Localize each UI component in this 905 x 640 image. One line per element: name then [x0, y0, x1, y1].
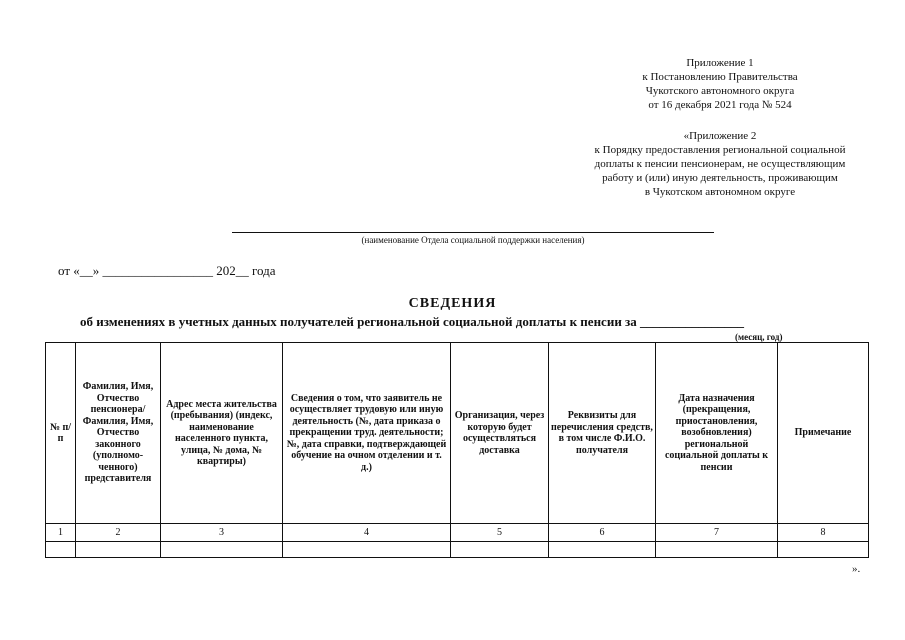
appendix-1-line-4: от 16 декабря 2021 года № 524 [648, 99, 792, 111]
table-header-row [46, 343, 869, 524]
appendix-1-line-2: к Постановлению Правительства [642, 71, 798, 83]
empty-cell [656, 542, 778, 558]
column-number: 2 [76, 524, 161, 542]
month-year-caption: (месяц, год) [735, 332, 783, 342]
header-cell-assignment-date: Дата назначения (прекращения, приостановления, возобновления) региональной социальной доплаты к пенсии [656, 343, 778, 524]
empty-cell [283, 542, 451, 558]
header-cell-employment-info: Сведения о том, что заявитель не осуществляет трудовую или иную деятельность (№, дата приказа о прекращении труд. деятельности; №, дата справки, подтверждающей обучение на очном отделении и т. д.) [283, 343, 451, 524]
appendix-2-line-3: доплаты к пенсии пенсионерам, не осуществляющим [594, 158, 846, 170]
column-number: 8 [778, 524, 869, 542]
appendix-2-line-1: «Приложение 2 [683, 130, 757, 142]
appendix-2-line-5: в Чукотском автономном округе [644, 186, 796, 198]
header-cell-note: Примечание [778, 343, 869, 524]
closing-quote: ». [852, 563, 861, 575]
header-cell-bank-details: Реквизиты для перечисления средств, в том числе Ф.И.О. получателя [549, 343, 656, 524]
empty-cell [451, 542, 549, 558]
column-number-row [46, 524, 869, 542]
column-number: 5 [451, 524, 549, 542]
column-number: 1 [46, 524, 76, 542]
appendix-2-block [560, 129, 880, 199]
header-cell-address: Адрес места жительства (пребывания) (индекс, наименование населенного пункта, улица, № дома, № квартиры) [161, 343, 283, 524]
appendix-1-line-3: Чукотского автономного округа [645, 85, 795, 97]
appendix-1-block [600, 56, 840, 112]
header-cell-delivery-organization: Организация, через которую будет осуществляться доставка [451, 343, 549, 524]
table-row-empty [46, 542, 869, 558]
empty-cell [778, 542, 869, 558]
header-cell-full-name: Фамилия, Имя, Отчество пенсионера/ Фамилия, Имя, Отчество законного (уполномо-ченного) представителя [76, 343, 161, 524]
document-subtitle: об изменениях в учетных данных получателей региональной социальной доплаты к пенсии за ________________ [80, 314, 745, 329]
empty-cell [549, 542, 656, 558]
appendix-2-line-4: работу и (или) иную деятельность, проживающим [602, 172, 838, 184]
department-name-line [232, 232, 714, 233]
appendix-1-line-1: Приложение 1 [686, 57, 754, 69]
column-number: 6 [549, 524, 656, 542]
empty-cell [76, 542, 161, 558]
header-cell-number: № п/п [46, 343, 76, 524]
column-number: 3 [161, 524, 283, 542]
empty-cell [161, 542, 283, 558]
column-number: 4 [283, 524, 451, 542]
appendix-2-line-2: к Порядку предоставления региональной социальной [594, 144, 846, 156]
data-table [45, 342, 869, 558]
date-line: от «__» _________________ 202__ года [58, 263, 276, 278]
document-title: СВЕДЕНИЯ [408, 296, 497, 311]
department-caption: (наименование Отдела социальной поддержки населения) [361, 235, 585, 245]
column-number: 7 [656, 524, 778, 542]
empty-cell [46, 542, 76, 558]
